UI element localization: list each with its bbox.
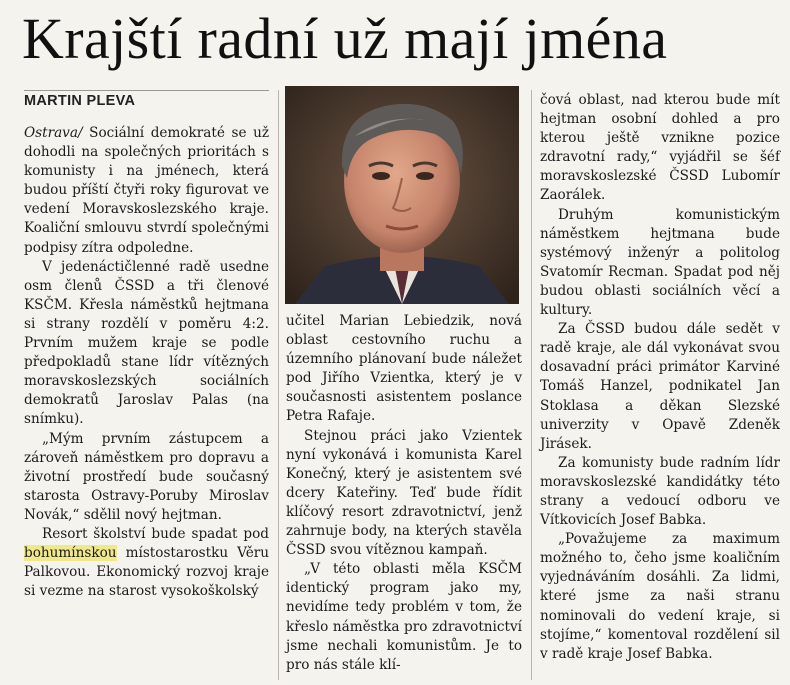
paragraph-7: „V této oblasti měla KSČM identický program jako my, nevidíme tedy problém v tom, že křeslo náměstka pro zdravotnictví jsme nechali komunistům. Je to pro nás stále klí- xyxy=(286,561,522,673)
paragraph-6: Stejnou práci jako Vzientek nyní vykonává i komunista Karel Konečný, který je asistentem své dcery Kateřiny. Teď bude řídit klíčový resort zdravotnictví, jenž zahrnuje body, na kterých stavěla ČSSD svou vítěznou kampaň. xyxy=(286,427,522,559)
byline: MARTIN PLEVA xyxy=(24,90,269,109)
article-column-2 xyxy=(286,312,522,675)
paragraph-1-text: Sociální demokraté se už dohodli na společných prioritách s komunisty i na jménech, která budou příští čtyři roky figurovat ve vedení Moravskoslezského kraje. Koaliční smlouvu stvrdí společnými podpisy zítra odpoledne. xyxy=(24,125,269,256)
portrait-illustration xyxy=(285,86,519,304)
paragraph-3: „Mým prvním zástupcem a zároveň náměstkem pro dopravu a životní prostředí bude současný starosta Ostravy-Poruby Miroslav Novák,“ sdělil nový hejtman. xyxy=(24,430,269,523)
paragraph-12: „Považujeme za maximum možného to, čeho jsme koaličním vyjednáváním dosáhli. Za lidmi, které jsme za naši stranu nominovali do vedení kraje, si stojíme,“ komentoval rozdělení sil v radě kraje Josef Babka. xyxy=(540,531,780,662)
paragraph-4-start: Resort školství bude spadat pod xyxy=(42,525,269,542)
paragraph-9: Druhým komunistickým náměstkem hejtmana bude systémový inženýr a politolog Svatomír Recman. Spadat pod něj budou oblasti sociálních věcí a kultury. xyxy=(540,206,780,319)
dateline: Ostrava/ xyxy=(24,125,83,141)
paragraph-11: Za komunisty bude radním lídr moravskoslezské kandidátky této strany a vedoucí odboru ve Vítkovicích Josef Babka. xyxy=(540,454,780,529)
paragraph-8: čová oblast, nad kterou bude mít hejtman osobní dohled a pro kterou ještě vznikne pozice zdravotní rady,“ vyjádřil se šéf moravskoslezské ČSSD Lubomír Zaorálek. xyxy=(540,92,780,204)
article-column-3 xyxy=(540,91,780,664)
paragraph-10: Za ČSSD budou dále sedět v radě kraje, ale dál vykonávat svou dosavadní práci primátor Karviné Tomáš Hanzel, podnikatel Jan Stoklasa a děkan Slezské univerzity v Opavě Zdeněk Jirásek. xyxy=(540,321,780,452)
paragraph-4-end: místostarostku Věru Palkovou. Ekonomický rozvoj kraje si vezme na starost vysokoškolský xyxy=(24,545,269,600)
paragraph-5: učitel Marian Lebiedzik, nová oblast cestovního ruchu a územního plánovaní bude náležet pod Jiřího Vzientka, který je v současnosti asistentem poslance Petra Rafaje. xyxy=(286,313,522,425)
paragraph-4 xyxy=(24,525,269,601)
column-divider-1 xyxy=(278,90,279,680)
portrait-photo xyxy=(285,86,519,304)
paragraph-2: V jedenáctičlenné radě usedne osm členů ČSSD a tři členové KSČM. Křesla náměstků hejtmana si strany rozdělí v poměru 4:2. Prvním mužem kraje se podle předpokladů stane lídr vítězných moravskoslezských sociálních demokratů Jaroslav Palas (na snímku). xyxy=(24,258,269,428)
paragraph-1 xyxy=(24,124,269,258)
column-divider-2 xyxy=(531,90,532,680)
article-column-1 xyxy=(24,124,269,601)
highlighted-word: bohumínskou xyxy=(24,545,117,562)
headline: Krajští radní už mají jména xyxy=(22,6,668,71)
